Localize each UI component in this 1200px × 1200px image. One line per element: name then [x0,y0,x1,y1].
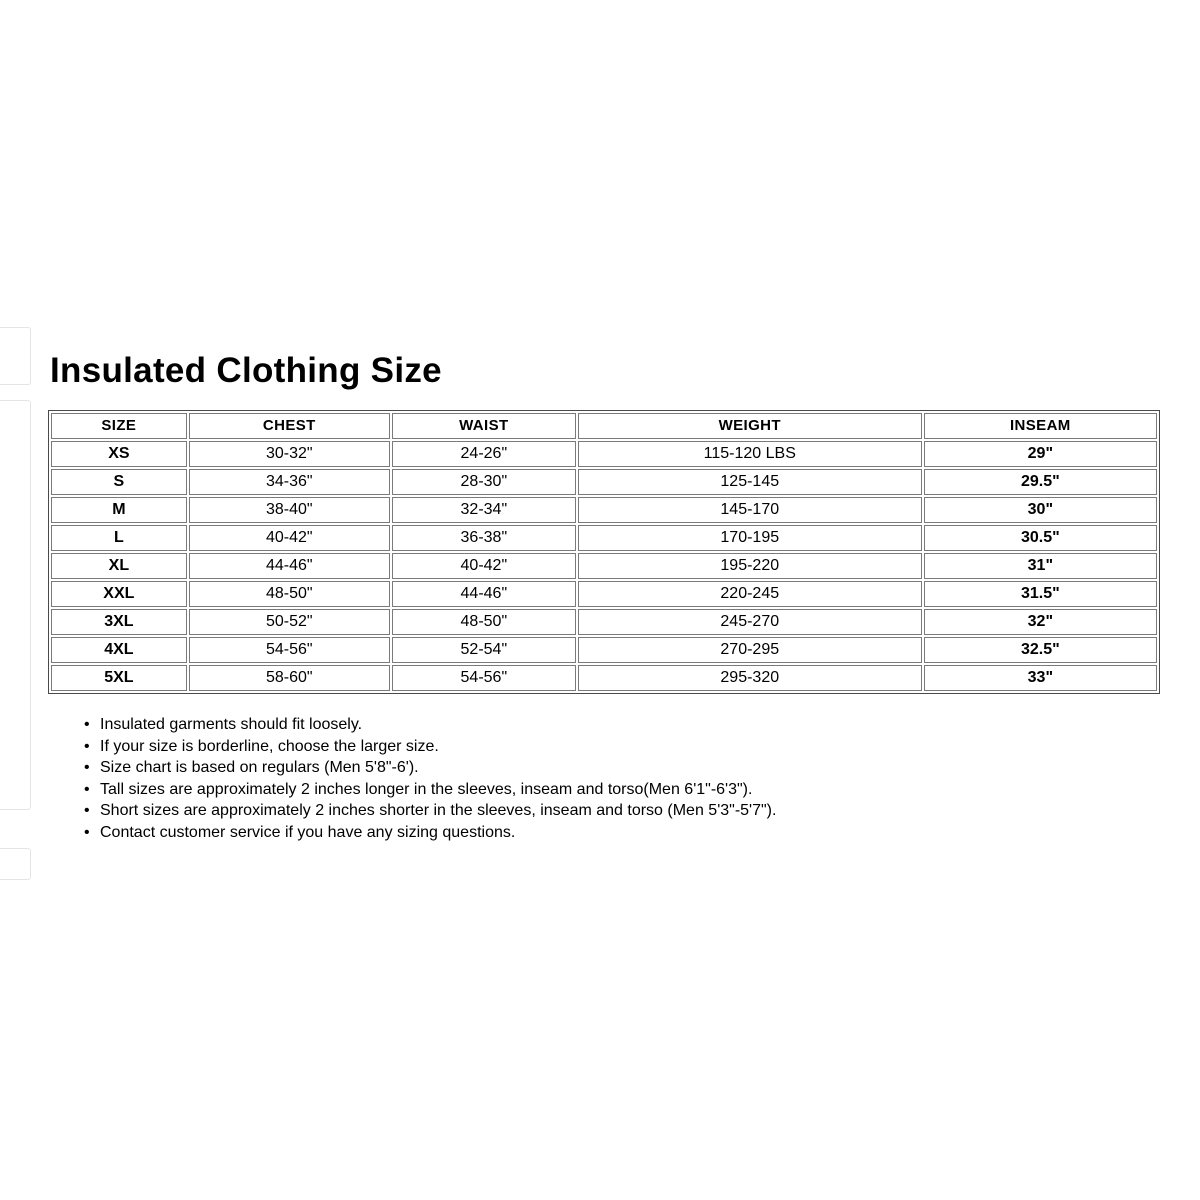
cell-size: XL [51,553,187,579]
left-edge-panel-top [0,327,31,385]
bullet-icon: • [84,780,90,798]
header-chest: CHEST [189,413,390,439]
table-header-row [51,413,1157,439]
cell-chest: 38-40" [189,497,390,523]
note-text: Contact customer service if you have any sizing questions. [100,823,516,841]
cell-waist: 28-30" [392,469,576,495]
bullet-icon: • [84,823,90,841]
bullet-icon: • [84,759,90,777]
cell-chest: 34-36" [189,469,390,495]
cell-waist: 32-34" [392,497,576,523]
cell-weight: 270-295 [578,637,922,663]
list-item [84,736,1160,758]
header-size: SIZE [51,413,187,439]
bullet-icon: • [84,802,90,820]
cell-weight: 170-195 [578,525,922,551]
header-weight: WEIGHT [578,413,922,439]
cell-waist: 48-50" [392,609,576,635]
cell-inseam: 31" [924,553,1157,579]
cell-weight: 195-220 [578,553,922,579]
cell-inseam: 30.5" [924,525,1157,551]
cell-chest: 58-60" [189,665,390,691]
cell-chest: 48-50" [189,581,390,607]
cell-chest: 44-46" [189,553,390,579]
cell-waist: 52-54" [392,637,576,663]
size-table [48,410,1160,694]
list-item [84,779,1160,801]
chart-title: Insulated Clothing Size [50,351,442,390]
cell-size: S [51,469,187,495]
cell-waist: 44-46" [392,581,576,607]
cell-inseam: 29" [924,441,1157,467]
table-row [51,609,1157,635]
cell-waist: 40-42" [392,553,576,579]
cell-weight: 220-245 [578,581,922,607]
cell-waist: 24-26" [392,441,576,467]
note-text: Size chart is based on regulars (Men 5'8"-6'). [100,759,419,777]
cell-chest: 50-52" [189,609,390,635]
table-row [51,497,1157,523]
cell-size: XXL [51,581,187,607]
cell-chest: 40-42" [189,525,390,551]
cell-inseam: 29.5" [924,469,1157,495]
size-chart [48,350,1160,844]
table-row [51,553,1157,579]
note-text: Short sizes are approximately 2 inches shorter in the sleeves, inseam and torso (Men 5'3"-5'7"). [100,802,777,820]
table-row [51,525,1157,551]
cell-weight: 115-120 LBS [578,441,922,467]
cell-size: 3XL [51,609,187,635]
list-item [84,800,1160,822]
note-text: Insulated garments should fit loosely. [100,716,363,733]
table-row [51,637,1157,663]
header-inseam: INSEAM [924,413,1157,439]
cell-inseam: 31.5" [924,581,1157,607]
cell-inseam: 32" [924,609,1157,635]
cell-chest: 30-32" [189,441,390,467]
cell-size: 4XL [51,637,187,663]
cell-chest: 54-56" [189,637,390,663]
cell-size: XS [51,441,187,467]
cell-size: M [51,497,187,523]
cell-waist: 36-38" [392,525,576,551]
cell-size: 5XL [51,665,187,691]
cell-weight: 125-145 [578,469,922,495]
cell-weight: 295-320 [578,665,922,691]
header-waist: WAIST [392,413,576,439]
table-row [51,581,1157,607]
table-row [51,469,1157,495]
table-row [51,665,1157,691]
bullet-icon: • [84,716,90,733]
cell-inseam: 30" [924,497,1157,523]
left-edge-panel-middle [0,400,31,810]
cell-size: L [51,525,187,551]
left-edge-panel-bottom [0,848,31,880]
table-row [51,441,1157,467]
cell-inseam: 32.5" [924,637,1157,663]
sizing-notes [84,714,1160,844]
bullet-icon: • [84,737,90,755]
cell-waist: 54-56" [392,665,576,691]
note-text: If your size is borderline, choose the larger size. [100,737,439,755]
list-item [84,757,1160,779]
cell-inseam: 33" [924,665,1157,691]
cell-weight: 145-170 [578,497,922,523]
list-item [84,822,1160,844]
list-item [84,714,1160,736]
note-text: Tall sizes are approximately 2 inches longer in the sleeves, inseam and torso(Men 6'1"-6'3"). [100,780,753,798]
cell-weight: 245-270 [578,609,922,635]
